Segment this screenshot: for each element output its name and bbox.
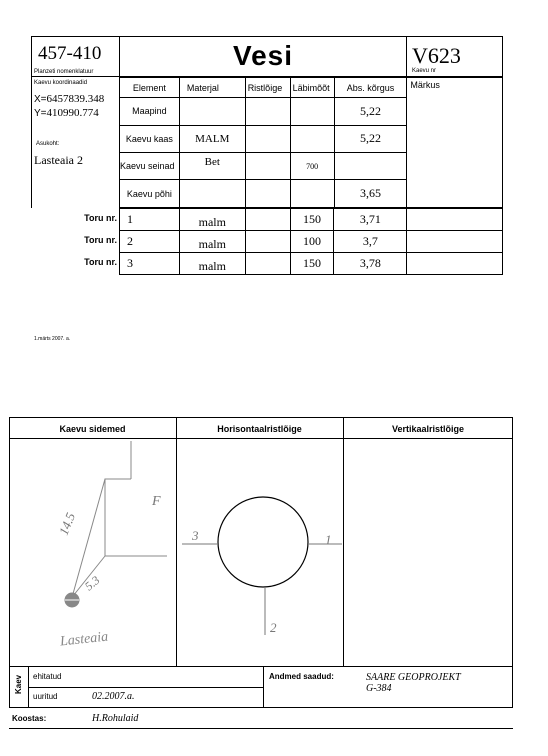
sketch-divider bbox=[343, 417, 344, 667]
well-number-box bbox=[407, 36, 503, 77]
pipe-mark-3: 3 bbox=[192, 528, 199, 543]
row-cross bbox=[245, 98, 290, 125]
pipe-labels bbox=[31, 208, 119, 274]
row-element: Kaevu seinad bbox=[120, 153, 180, 180]
surveyed-value: 02.2007.a. bbox=[92, 691, 135, 702]
coordinates-label: Kaevu koordinaadid bbox=[34, 80, 88, 86]
row-diameter bbox=[290, 98, 334, 125]
coord-x-label: X= bbox=[34, 94, 47, 105]
nomenclature-label: Planzeti nomenklatuur bbox=[34, 69, 94, 75]
row-element: Kaevu kaas bbox=[120, 125, 180, 152]
coord-y-label: Y= bbox=[34, 108, 47, 119]
nomenclature-value: 457-410 bbox=[38, 43, 102, 64]
pipe-height: 3,78 bbox=[334, 253, 407, 275]
col-header-element: Element bbox=[120, 78, 180, 98]
pipe-mark-2: 2 bbox=[270, 620, 277, 635]
row-cross bbox=[245, 125, 290, 152]
pipe-no: 3 bbox=[120, 253, 180, 275]
data-source-label: Andmed saadud: bbox=[269, 672, 334, 681]
row-cross bbox=[245, 180, 290, 208]
col-header-note: Märkus bbox=[407, 78, 503, 208]
pipe-material: malm bbox=[179, 231, 245, 253]
title-box bbox=[119, 36, 407, 77]
page-title: Vesi bbox=[232, 40, 294, 71]
pipe-note bbox=[407, 253, 503, 275]
pipe-label: Toru nr. bbox=[84, 235, 117, 245]
col-header-diameter: Läbimõõt bbox=[290, 78, 334, 98]
section-title-sidemed: Kaevu sidemed bbox=[59, 424, 126, 434]
pipe-material: malm bbox=[179, 209, 245, 231]
row-element: Kaevu põhi bbox=[120, 180, 180, 208]
well-number-label: Kaevu nr bbox=[412, 68, 437, 74]
coordinates-box bbox=[31, 77, 119, 208]
element-table bbox=[119, 77, 503, 208]
row-height: 5,22 bbox=[334, 98, 407, 125]
pipe-diameter: 150 bbox=[290, 253, 334, 275]
pipe-height: 3,71 bbox=[334, 209, 407, 231]
pipe-row bbox=[120, 231, 503, 253]
coord-x-value: 6457839.348 bbox=[46, 93, 105, 105]
pipe-note bbox=[407, 231, 503, 253]
row-material bbox=[179, 180, 245, 208]
pipe-row bbox=[120, 253, 503, 275]
footer-row-line bbox=[28, 687, 263, 688]
pipe-table bbox=[119, 208, 503, 275]
pipe-label: Toru nr. bbox=[84, 213, 117, 223]
row-material: Bet bbox=[179, 153, 245, 180]
sidemed-mark-3: F bbox=[152, 494, 161, 509]
sidemed-mark-1: 14.5 bbox=[55, 510, 79, 538]
row-diameter bbox=[290, 125, 334, 152]
built-label: ehitatud bbox=[33, 672, 62, 681]
author-label: Koostas: bbox=[12, 714, 47, 723]
col-header-material: Materjal bbox=[179, 78, 245, 98]
pipe-no: 1 bbox=[120, 209, 180, 231]
pipe-mark-1: 1 bbox=[325, 532, 332, 547]
row-height: 3,65 bbox=[334, 180, 407, 208]
pipe-diameter: 100 bbox=[290, 231, 334, 253]
section-title-horizontal: Horisontaalristlõige bbox=[217, 424, 302, 434]
col-header-height: Abs. kõrgus bbox=[334, 78, 407, 98]
author-value: H.Rohulaid bbox=[92, 713, 139, 724]
date-note: 1.märts 2007. a. bbox=[34, 336, 71, 342]
coord-y bbox=[34, 107, 99, 119]
col-header-cross: Ristlõige bbox=[245, 78, 290, 98]
row-diameter bbox=[290, 180, 334, 208]
building-outline bbox=[105, 479, 167, 556]
pipe-material: malm bbox=[179, 253, 245, 275]
pipe-cross bbox=[245, 231, 290, 253]
data-source-value: SAARE GEOPROJEKT bbox=[366, 672, 461, 683]
row-height bbox=[334, 153, 407, 180]
row-cross bbox=[245, 153, 290, 180]
pipe-no: 2 bbox=[120, 231, 180, 253]
footer-mid-divider bbox=[263, 667, 264, 708]
horizontal-sketch bbox=[176, 439, 343, 667]
location-value: Lasteaia 2 bbox=[34, 153, 83, 167]
sidemed-mark-2: 5.3 bbox=[81, 572, 103, 594]
location-label: Asukoht: bbox=[36, 141, 60, 147]
well-number-value: V623 bbox=[412, 43, 461, 68]
footer-side-label: Kaev bbox=[14, 674, 23, 694]
section-title-vertical: Vertikaalristlõige bbox=[391, 424, 465, 434]
row-material: MALM bbox=[179, 125, 245, 152]
well-circle bbox=[218, 497, 308, 587]
row-height: 5,22 bbox=[334, 125, 407, 152]
pipe-cross bbox=[245, 253, 290, 275]
coord-x bbox=[34, 93, 104, 105]
pipe-label: Toru nr. bbox=[84, 257, 117, 267]
pipe-row bbox=[120, 209, 503, 231]
author-line bbox=[9, 728, 513, 729]
pipe-cross bbox=[245, 209, 290, 231]
row-element: Maapind bbox=[120, 98, 180, 125]
data-source-code: G-384 bbox=[366, 683, 392, 694]
pipe-diameter: 150 bbox=[290, 209, 334, 231]
coord-y-value: 410990.774 bbox=[46, 107, 99, 119]
surveyed-label: uuritud bbox=[33, 692, 58, 701]
row-diameter: 700 bbox=[290, 153, 334, 180]
sidemed-mark-4: Lasteaia bbox=[59, 629, 109, 650]
row-material bbox=[179, 98, 245, 125]
nomenclature-box bbox=[31, 36, 119, 77]
pipe-height: 3,7 bbox=[334, 231, 407, 253]
pipe-note bbox=[407, 209, 503, 231]
